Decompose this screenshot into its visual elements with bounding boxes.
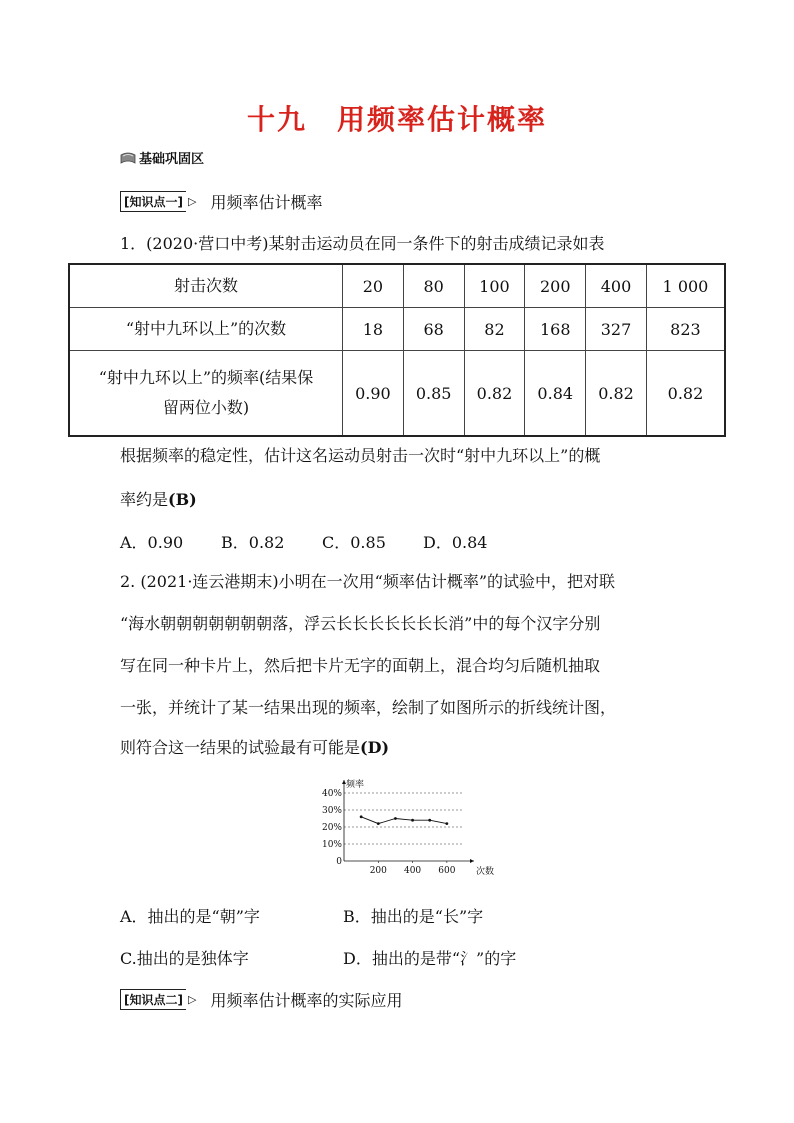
q2-option-d: D．抽出的是带“氵”的字 [343,949,517,968]
q2-line3: 写在同一种卡片上，然后把卡片无字的面朝上，混合均匀后随机抽取 [120,656,601,675]
q2-answer: (D) [360,738,390,757]
table-cell: 0.82 [646,351,725,437]
arrow-icon: ▷ [187,195,197,208]
table-row [69,351,725,437]
data-point [428,819,431,822]
x-tick-label: 400 [403,866,422,876]
data-point [445,822,448,825]
table-row [69,264,725,308]
table-cell: 100 [464,264,525,308]
book-icon [120,151,136,165]
series-line [361,817,447,824]
table-cell: 68 [403,308,464,351]
knowledge-point-badge: [知识点二] [120,989,186,1010]
x-axis-label: 次数 [476,867,495,877]
knowledge-point-title: 用频率估计概率 [210,193,323,212]
table-cell: 0.82 [464,351,525,437]
section-zone-header [120,148,204,167]
y-tick-label: 30% [321,806,342,816]
table-cell: 823 [646,308,725,351]
table-cell: 18 [343,308,404,351]
x-tick-label: 600 [438,866,456,876]
q1-table [68,263,726,437]
table-cell: 82 [464,308,525,351]
y-tick-label: 0 [336,857,342,867]
y-tick-label: 10% [321,840,342,850]
y-axis-label: 频率 [346,780,365,790]
table-cell: 0.84 [525,351,586,437]
y-tick-label: 20% [321,823,342,833]
q1-answer: (B) [168,490,197,509]
table-cell: 400 [586,264,647,308]
x-axis-arrow [470,859,474,863]
table-cell: 0.82 [586,351,647,437]
table-cell: 200 [525,264,586,308]
knowledge-point-1 [120,190,322,213]
y-tick-label: 40% [321,789,342,799]
table-row [69,308,725,351]
frequency-line-chart [314,776,495,884]
q2-option-a: A．抽出的是“朝”字 [120,907,260,926]
q1-option-b: B．0.82 [221,533,285,552]
zone-label: 基础巩固区 [139,152,205,167]
q2-line1: 2. (2021·连云港期末)小明在一次用“频率估计概率”的试验中，把对联 [120,572,616,591]
q1-option-a: A．0.90 [120,533,184,552]
x-tick-label: 200 [369,866,387,876]
q1-after-line1: 根据频率的稳定性，估计这名运动员射击一次时“射中九环以上”的概 [120,446,601,465]
q1-option-c: C．0.85 [322,533,386,552]
knowledge-point-title: 用频率估计概率的实际应用 [210,991,403,1010]
table-cell: 168 [525,308,586,351]
table-cell: 80 [403,264,464,308]
q2-line2: “海水朝朝朝朝朝朝朝落，浮云长长长长长长长消”中的每个汉字分别 [120,614,601,633]
table-cell: 20 [343,264,404,308]
data-point [394,817,397,820]
q2-option-b: B．抽出的是“长”字 [343,907,484,926]
knowledge-point-badge: [知识点一] [120,191,186,212]
data-point [377,822,380,825]
q1-after-line2: 率约是(B) [120,490,197,509]
table-row-header: “射中九环以上”的频率(结果保 留两位小数) [69,351,343,437]
page-title: 十九 用频率估计概率 [246,103,547,136]
q2-line4: 一张，并统计了某一结果出现的频率，绘制了如图所示的折线统计图， [120,698,617,717]
table-cell: 0.85 [403,351,464,437]
arrow-icon: ▷ [187,993,197,1006]
knowledge-point-2 [120,988,402,1011]
table-cell: 327 [586,308,647,351]
table-cell: 0.90 [343,351,404,437]
data-point [411,819,414,822]
data-point [360,815,363,818]
table-cell: 1 000 [646,264,725,308]
q1-stem: 1．(2020·营口中考)某射击运动员在同一条件下的射击成绩记录如表 [120,234,605,253]
q2-line5: 则符合这一结果的试验最有可能是(D) [120,738,390,757]
table-row-header: 射击次数 [69,264,343,308]
table-row-header: “射中九环以上”的次数 [69,308,343,351]
q1-option-d: D．0.84 [423,533,488,552]
q2-option-c: C.抽出的是独体字 [120,949,249,968]
